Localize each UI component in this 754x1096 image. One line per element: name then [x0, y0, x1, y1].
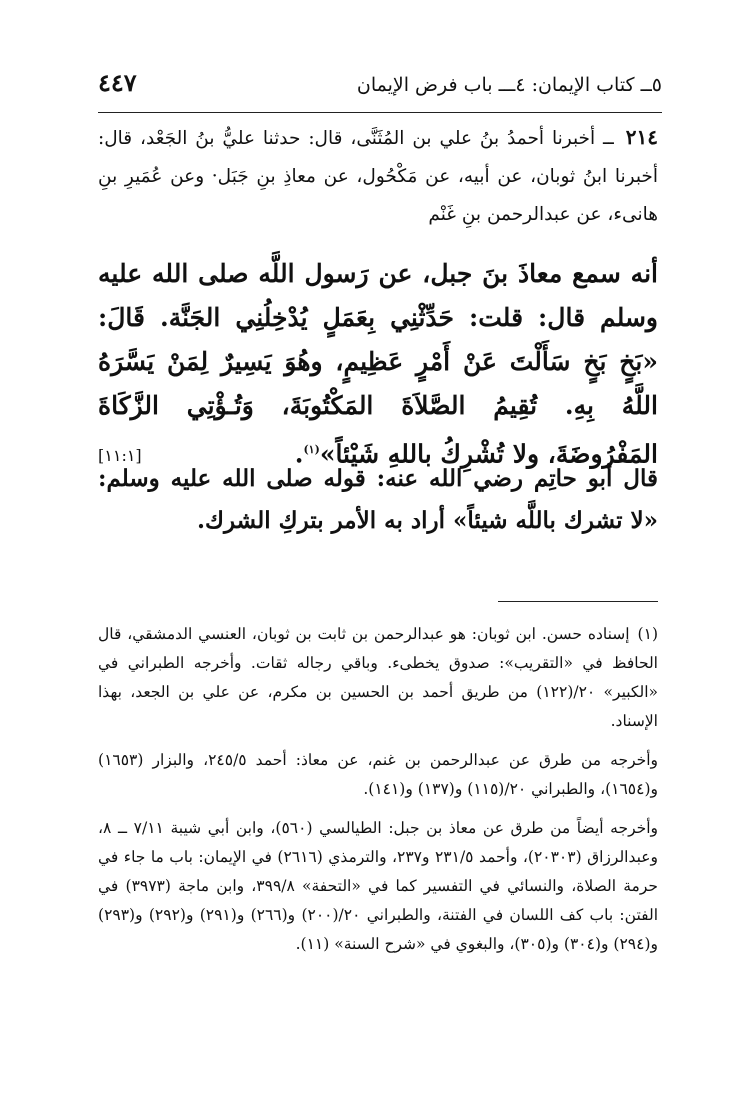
- footnote-paragraph-3: [98, 814, 658, 959]
- hadith-matn: [98, 252, 658, 478]
- hadith-number: ٢١٤: [625, 125, 658, 149]
- matn-end: .: [294, 439, 304, 469]
- classification-ref: [١١:١]: [98, 446, 142, 465]
- footnotes: [98, 620, 658, 969]
- running-title: ٥ــ كتاب الإيمان: ٤ـــ باب فرض الإيمان: [356, 74, 662, 96]
- header-rule: [98, 112, 662, 113]
- isnad-text: ــ أخبرنا أحمدُ بنُ علي بن المُثَنَّى، قال: حدثنا عليُّ بنُ الجَعْد، قال: أخبرنا ابنُ ثوبان، عن أبيه، عن مَكْحُول، عن معاذِ بنِ جَبَل· وعن عُمَيرِ بنِ هانىء، عن عبدالرحمن بنِ غَنْم: [98, 128, 658, 225]
- footnote-rule: [498, 601, 658, 602]
- footnote-text: إسناده حسن. ابن ثوبان: هو عبدالرحمن بن ثابت بن ثوبان، العنسي الدمشقي، قال الحافظ في «التقريب»: صدوق يخطىء. وباقي رجاله ثقات. وأخرجه الطبراني في «الكبير» ٢٠/(١٢٢) من طريق أحمد بن الحسين بن مكرم، عن علي بن الجعد، بهذا الإسناد.: [98, 625, 659, 730]
- footnote-1: [98, 620, 658, 736]
- matn-text: أنه سمع معاذَ بنَ جبل، عن رَسول اللَّه صلى الله عليه وسلم قال: قلت: حَدِّثْنِي بِعَمَلٍ يُدْخِلُنِي الجَنَّة. قَالَ: «بَخٍ بَخٍ سَأَلْتَ عَنْ أَمْرٍ عَظِيمٍ، وهُوَ يَسِيرٌ لِمَنْ يَسَّرَهُ اللَّهُ بِهِ. تُقِيمُ الصَّلاَةَ المَكْتُوبَةَ، وَتُـؤْتِي الزَّكَاةَ المَفْرُوضَةَ، ولا تُشْرِكُ باللهِ شَيْئاً»: [98, 259, 658, 469]
- page-number: ٤٤٧: [98, 68, 137, 97]
- footnote-marker: (١): [637, 625, 658, 643]
- footnote-text: وأخرجه أيضاً من طرق عن معاذ بن جبل: الطيالسي (٥٦٠)، وابن أبي شيبة ٧/١١ ــ ٨، وعبدالرزاق (٢٠٣٠٣)، وأحمد ٢٣١/٥ و٢٣٧، والترمذي (٢٦١٦) في الإيمان: باب ما جاء في حرمة الصلاة، والنسائي في التفسير كما في «التحفة» ٣٩٩/٨، وابن ماجة (٣٩٧٣) في الفتن: باب كف اللسان في الفتنة، والطبراني ٢٠/(٢٠٠) و(٢٦٦) و(٢٩١) و(٢٩٢) و(٢٩٣) و(٢٩٤) و(٣٠٤) و(٣٠٥)، والبغوي في «شرح السنة» (١١).: [98, 819, 659, 953]
- commentary: قال أبو حاتِم رضي الله عنه: قوله صلى الله عليه وسلم: «لا تشرك باللَّه شيئاً» أراد به الأمر بتركِ الشرك.: [98, 465, 658, 534]
- footnote-ref: (١): [303, 443, 320, 456]
- footnote-text: وأخرجه من طرق عن عبدالرحمن بن غنم، عن معاذ: أحمد ٢٤٥/٥، والبزار (١٦٥٣) و(١٦٥٤)، والطبراني ٢٠/(١١٥) و(١٣٧) و(١٤١).: [98, 751, 658, 798]
- hadith-isnad: [98, 118, 658, 234]
- footnote-paragraph-2: [98, 746, 658, 804]
